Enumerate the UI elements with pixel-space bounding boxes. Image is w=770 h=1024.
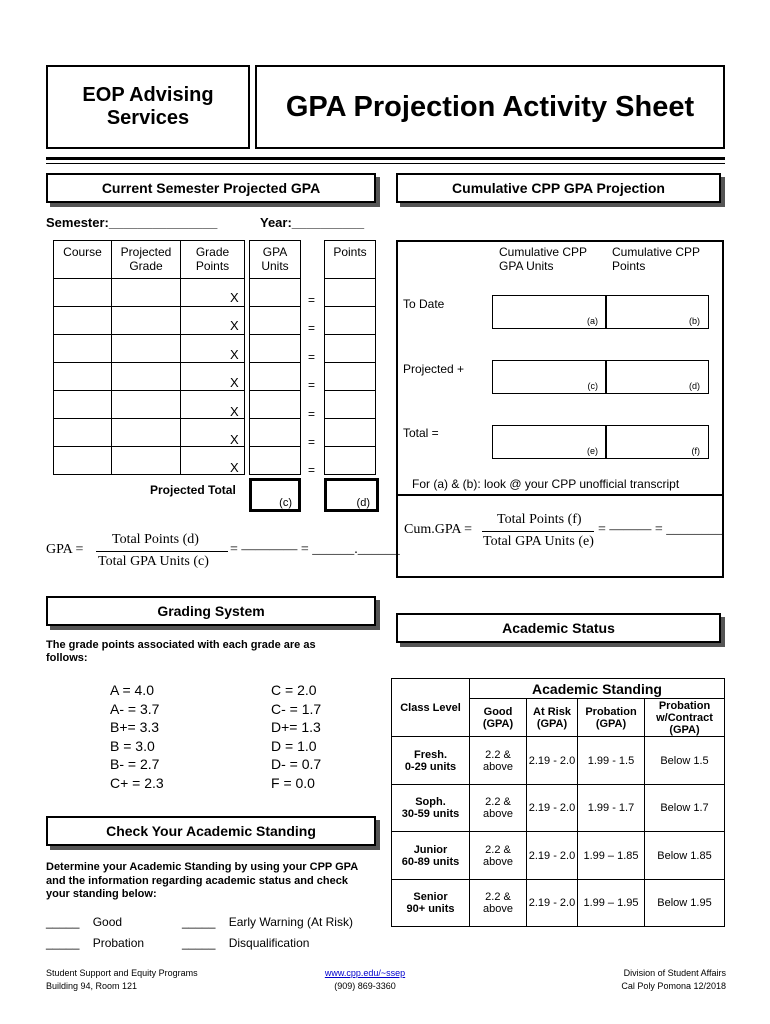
grade-cell[interactable] [112,307,181,335]
units-cell[interactable] [250,307,301,335]
points-table [324,240,376,475]
academic-status-heading-box [396,613,721,643]
level-name: Soph. [415,796,446,808]
year-label[interactable]: Year:__________ [260,215,365,230]
class-level-cell [392,785,470,832]
level-units: 60-89 units [401,855,460,868]
transcript-note: For (a) & (b): look @ your CPP unofficial transcript [412,477,680,491]
col-grade-points: Grade Points [181,241,245,279]
grade-item: A = 4.0 [110,682,154,698]
equals-sign: = [308,378,316,393]
grade-cell[interactable] [112,335,181,363]
to-date-label: To Date [403,297,445,311]
col-gpa-units: GPA Units [250,241,301,279]
label-e: (e) [587,446,598,456]
mult-sign: X [230,432,239,448]
units-cell[interactable] [250,363,301,391]
footer-mid [310,967,420,993]
current-semester-heading-box [46,173,376,203]
option-disqualification[interactable]: _____ Disqualification [182,936,310,950]
equals-sign: = [308,463,316,478]
cum-formula-den: Total GPA Units (e) [483,534,594,549]
mult-sign: X [230,346,239,362]
footer-left-line1: Student Support and Equity Programs [46,968,198,978]
org-line2: Services [106,107,190,129]
points-cell[interactable] [325,335,376,363]
cum-fraction-bar [482,531,594,532]
table-row [392,880,725,927]
grade-item: A- = 3.7 [110,700,160,717]
cum-col2-header: Cumulative CPP Points [612,245,700,273]
grade-item: D = 1.0 [271,737,317,754]
cum-formula-num: Total Points (f) [497,512,582,527]
equals-sign: = [308,435,316,450]
course-cell[interactable] [54,363,112,391]
standing-title: Academic Standing [470,679,725,699]
equals-sign: = [308,321,316,336]
class-level-cell [392,880,470,927]
grade-item: B- = 2.7 [110,756,160,772]
points-cell[interactable] [325,307,376,335]
level-name: Fresh. [413,748,447,761]
projected-total-points-box[interactable] [324,478,379,512]
grade-cell[interactable] [112,279,181,307]
projected-total-units-box[interactable] [249,478,301,512]
footer-website-link[interactable]: www.cpp.edu/~ssep [324,968,406,978]
check-intro: Determine your Academic Standing by using your CPP GPA and the information regarding academic status and check your standing below: [46,861,358,900]
gpa-formula-lhs: GPA = [46,542,84,557]
course-table [53,240,245,475]
grade-cell[interactable] [112,419,181,447]
course-cell[interactable] [54,447,112,475]
course-cell[interactable] [54,307,112,335]
points-cell[interactable] [325,279,376,307]
grade-item: D- = 0.7 [271,756,322,772]
projected-total-label: Projected Total [150,483,236,497]
header-rule [46,157,725,160]
level-name: Senior [413,891,448,903]
risk-cell: 2.19 - 2.0 [527,832,578,880]
level-units: 0-29 units [404,760,457,773]
units-cell[interactable] [250,279,301,307]
grade-item: C = 2.0 [271,682,317,698]
level-units: 90+ units [406,903,455,915]
box-e[interactable] [492,425,607,459]
mult-sign: X [230,460,239,476]
academic-status-heading: Academic Status [502,620,615,636]
option-early-warning[interactable]: _____ Early Warning (At Risk) [182,915,353,929]
gpa-units-table [249,240,301,475]
units-cell[interactable] [250,391,301,419]
units-cell[interactable] [250,419,301,447]
cumulative-heading-box [396,173,721,203]
grade-item: C+ = 2.3 [110,774,164,791]
footer-left [46,967,198,993]
projected-label: Projected + [403,362,465,376]
level-units: 30-59 units [401,808,460,820]
points-cell[interactable] [325,363,376,391]
grades-right-list [271,681,321,792]
probation-cell: 1.99 - 1.7 [578,785,645,832]
col-class-level: Class Level [400,701,461,714]
box-f[interactable] [605,425,709,459]
course-cell[interactable] [54,391,112,419]
box-a[interactable] [492,295,607,329]
box-b[interactable] [605,295,709,329]
grade-item: B = 3.0 [110,737,155,754]
grade-cell[interactable] [112,447,181,475]
col-course: Course [54,241,112,279]
label-a: (a) [587,316,598,326]
points-cell[interactable] [325,447,376,475]
check-heading-box [46,816,376,846]
probation-cell: 1.99 - 1.5 [578,737,645,785]
grade-item: F = 0.0 [271,774,315,791]
title-box [255,65,725,149]
gpa-formula-rest[interactable]: = ———— = ______.______ [230,542,400,557]
contract-cell: Below 1.85 [645,832,725,880]
col-good: Good (GPA) [470,699,527,737]
contract-cell: Below 1.5 [645,737,725,785]
check-heading: Check Your Academic Standing [106,823,316,839]
col-points: Points [325,241,376,279]
risk-cell: 2.19 - 2.0 [527,785,578,832]
equals-column [308,286,320,485]
org-box [46,65,250,149]
points-cell[interactable] [325,391,376,419]
semester-label[interactable]: Semester:_______________ [46,215,218,230]
label-d: (d) [689,381,700,391]
col-at-risk: At Risk (GPA) [527,699,578,737]
cum-formula-lhs: Cum.GPA = [404,522,473,537]
gpa-formula-den: Total GPA Units (c) [98,554,209,569]
c-label: (c) [279,497,292,509]
class-level-cell [392,832,470,880]
cum-col1-header: Cumulative CPP GPA Units [499,245,587,273]
grade-item: B+= 3.3 [110,719,160,735]
good-cell: 2.2 & above [470,832,527,880]
grading-heading: Grading System [157,603,265,619]
good-cell: 2.2 & above [470,737,527,785]
course-cell[interactable] [54,335,112,363]
mult-sign: X [230,403,239,419]
grades-left-list [110,681,164,792]
label-c: (c) [587,381,598,391]
probation-cell: 1.99 – 1.85 [578,832,645,880]
col-projected-grade: Projected Grade [112,241,181,279]
page-title: GPA Projection Activity Sheet [285,90,695,123]
option-good[interactable]: _____ Good [46,915,123,929]
table-row [392,832,725,880]
footer-phone: (909) 869-3360 [334,981,396,991]
grade-item: C- = 1.7 [271,700,322,717]
probation-cell: 1.99 – 1.95 [578,880,645,927]
total-label: Total = [403,426,439,440]
mult-column [230,284,244,483]
grading-heading-box [46,596,376,626]
header-rule-thin [46,163,725,164]
course-cell[interactable] [54,279,112,307]
grade-cell[interactable] [112,363,181,391]
grading-intro: The grade points associated with each grade are as follows: [46,639,316,664]
gpa-formula-num: Total Points (d) [112,532,199,547]
footer-right [621,967,726,993]
good-cell: 2.2 & above [470,880,527,927]
equals-sign: = [308,293,316,307]
good-cell: 2.2 & above [470,785,527,832]
contract-cell: Below 1.95 [645,880,725,927]
cum-divider [396,494,724,496]
units-cell[interactable] [250,335,301,363]
box-c[interactable] [492,360,607,394]
level-name: Junior [413,843,448,856]
points-cell[interactable] [325,419,376,447]
academic-standing-table [391,678,725,927]
mult-sign: X [230,290,239,305]
table-row [392,737,725,785]
gpa-fraction-bar [96,551,228,552]
col-probation-contract: Probation w/Contract (GPA) [645,699,725,737]
label-f: (f) [691,446,700,456]
mult-sign: X [230,375,239,391]
risk-cell: 2.19 - 2.0 [527,737,578,785]
cum-formula-rest[interactable]: = ——— = ________ [598,522,723,537]
units-cell[interactable] [250,447,301,475]
equals-sign: = [308,349,316,364]
grade-cell[interactable] [112,391,181,419]
footer-right-line1: Division of Student Affairs [623,968,726,978]
d-label: (d) [356,497,370,509]
class-level-cell [392,737,470,785]
cumulative-heading: Cumulative CPP GPA Projection [452,180,665,196]
risk-cell: 2.19 - 2.0 [527,880,578,927]
standing-empty [392,679,470,737]
current-semester-heading: Current Semester Projected GPA [101,180,321,196]
course-cell[interactable] [54,419,112,447]
footer-right-line2: Cal Poly Pomona 12/2018 [621,981,726,991]
equals-sign: = [308,406,316,421]
org-line1: EOP Advising [82,84,214,106]
col-probation: Probation (GPA) [578,699,645,737]
option-probation[interactable]: _____ Probation [46,936,145,950]
contract-cell: Below 1.7 [645,785,725,832]
grade-item: D+= 1.3 [271,719,321,735]
box-d[interactable] [605,360,709,394]
footer-left-line2: Building 94, Room 121 [46,981,138,991]
table-row [392,785,725,832]
label-b: (b) [689,316,700,326]
mult-sign: X [230,318,239,334]
